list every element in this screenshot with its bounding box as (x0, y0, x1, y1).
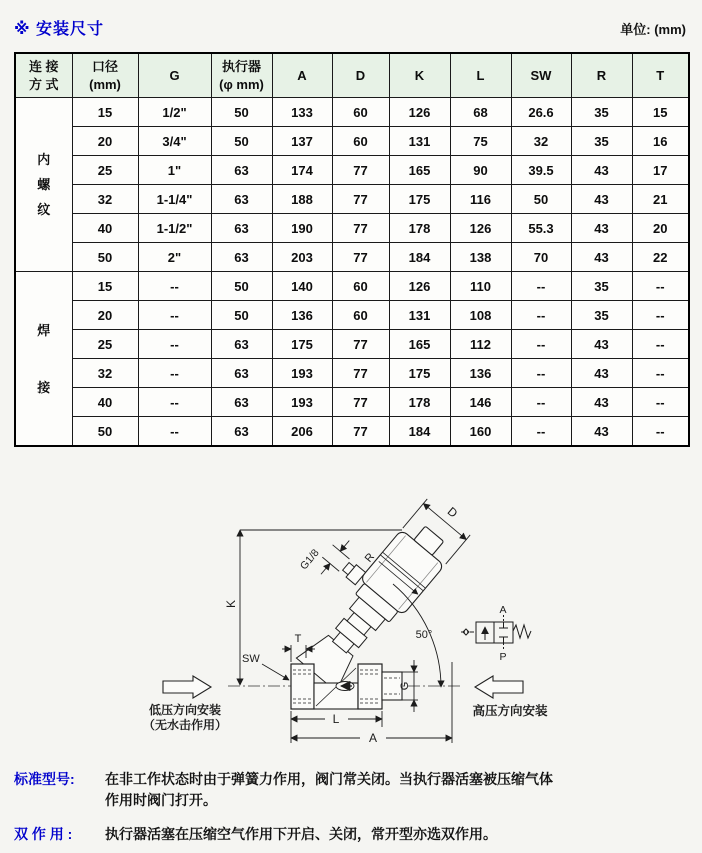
table-cell: -- (632, 301, 689, 330)
table-cell: 39.5 (511, 156, 571, 185)
table-row (15, 243, 689, 272)
table-cell: 55.3 (511, 214, 571, 243)
table-cell: 43 (571, 330, 632, 359)
table-cell: 50 (211, 272, 272, 301)
table-cell: 136 (272, 301, 332, 330)
column-header: A (272, 53, 332, 98)
table-cell: 50 (211, 301, 272, 330)
table-cell: -- (632, 417, 689, 447)
table-cell: 15 (72, 272, 138, 301)
page-title: ※ 安装尺寸 (14, 21, 105, 38)
table-cell: 188 (272, 185, 332, 214)
table-cell: 20 (72, 127, 138, 156)
table-row (15, 272, 689, 301)
column-header: 连 接 方 式 (15, 53, 72, 98)
dim-label-g: G (399, 681, 411, 691)
table-cell: 43 (571, 417, 632, 447)
table-cell: -- (511, 301, 571, 330)
table-cell: 32 (511, 127, 571, 156)
column-header: T (632, 53, 689, 98)
table-cell: 1-1/2" (138, 214, 211, 243)
table-cell: 75 (450, 127, 511, 156)
table-cell: -- (138, 417, 211, 447)
table-cell: 43 (571, 185, 632, 214)
connection-type-cell: 焊 接 (15, 272, 72, 447)
table-cell: 178 (389, 388, 450, 417)
dim-label-t: T (294, 633, 302, 645)
table-cell: 174 (272, 156, 332, 185)
table-cell: 184 (389, 243, 450, 272)
table-cell: 140 (272, 272, 332, 301)
high-pressure-arrow-icon (475, 676, 523, 698)
table-cell: 63 (211, 359, 272, 388)
low-pressure-label: 低压方向安装 (148, 703, 222, 717)
table-cell: 25 (72, 330, 138, 359)
table-cell: 35 (571, 301, 632, 330)
dim-label-r: R (362, 550, 378, 565)
table-row (15, 359, 689, 388)
table-cell: 137 (272, 127, 332, 156)
table-cell: 40 (72, 388, 138, 417)
table-cell: 193 (272, 359, 332, 388)
table-cell: 112 (450, 330, 511, 359)
inlet-nut (291, 664, 314, 709)
table-row (15, 388, 689, 417)
column-header: G (138, 53, 211, 98)
dim-label-g18: G1/8 (297, 547, 322, 573)
table-cell: 160 (450, 417, 511, 447)
table-cell: 43 (571, 214, 632, 243)
table-cell: 43 (571, 243, 632, 272)
table-cell: 20 (72, 301, 138, 330)
table-cell: -- (511, 330, 571, 359)
table-cell: 50 (211, 98, 272, 127)
table-cell: 50 (511, 185, 571, 214)
dim-label-d: D (444, 504, 461, 521)
table-cell: 77 (332, 185, 389, 214)
table-cell: 50 (72, 417, 138, 447)
low-pressure-note: （无水击作用） (142, 718, 228, 732)
table-cell: -- (632, 388, 689, 417)
dimensions-table (14, 52, 690, 447)
table-cell: 116 (450, 185, 511, 214)
table-cell: 3/4" (138, 127, 211, 156)
table-cell: -- (632, 330, 689, 359)
table-cell: -- (138, 301, 211, 330)
column-header: L (450, 53, 511, 98)
dim-label-k: K (224, 599, 238, 609)
table-cell: 60 (332, 127, 389, 156)
table-row (15, 185, 689, 214)
table-cell: 77 (332, 243, 389, 272)
table-cell: 70 (511, 243, 571, 272)
high-pressure-label: 高压方向安装 (472, 704, 548, 718)
table-cell: 17 (632, 156, 689, 185)
table-cell: 110 (450, 272, 511, 301)
low-pressure-arrow-icon (163, 676, 211, 698)
table-cell: -- (511, 417, 571, 447)
note-text (105, 769, 690, 811)
table-cell: 138 (450, 243, 511, 272)
column-header: D (332, 53, 389, 98)
table-cell: 1-1/4" (138, 185, 211, 214)
table-cell: 63 (211, 214, 272, 243)
table-cell: 32 (72, 359, 138, 388)
table-cell: -- (511, 388, 571, 417)
table-row (15, 127, 689, 156)
table-header (15, 53, 689, 98)
table-cell: -- (138, 388, 211, 417)
table-cell: 1" (138, 156, 211, 185)
dim-label-sw: SW (242, 653, 260, 665)
table-cell: 193 (272, 388, 332, 417)
connection-type-cell: 内 螺 纹 (15, 98, 72, 272)
column-header: 口径 (mm) (72, 53, 138, 98)
table-cell: 178 (389, 214, 450, 243)
column-header: 执行器 (φ mm) (211, 53, 272, 98)
table-cell: 35 (571, 98, 632, 127)
table-cell: 63 (211, 330, 272, 359)
note-text (105, 824, 690, 845)
table-cell: 15 (72, 98, 138, 127)
table-cell: 165 (389, 330, 450, 359)
table-cell: 133 (272, 98, 332, 127)
table-cell: 136 (450, 359, 511, 388)
table-cell: 2" (138, 243, 211, 272)
table-cell: 43 (571, 388, 632, 417)
table-cell: 60 (332, 272, 389, 301)
note-line: 执行器活塞在压缩空气作用下开启、关闭，常开型亦选双作用。 (105, 826, 497, 842)
table-cell: 175 (272, 330, 332, 359)
spring-icon (513, 625, 531, 638)
column-header: K (389, 53, 450, 98)
dim-label-a: A (368, 731, 378, 745)
table-cell: 63 (211, 417, 272, 447)
table-cell: 63 (211, 156, 272, 185)
table-cell: 77 (332, 388, 389, 417)
table-cell: 35 (571, 272, 632, 301)
table-cell: 1/2" (138, 98, 211, 127)
table-row (15, 417, 689, 447)
table-cell: 68 (450, 98, 511, 127)
table-cell: 77 (332, 214, 389, 243)
table-cell: 206 (272, 417, 332, 447)
table-cell: 63 (211, 185, 272, 214)
table-cell: 63 (211, 243, 272, 272)
table-row (15, 156, 689, 185)
note-double-acting (14, 824, 690, 845)
table-cell: 126 (450, 214, 511, 243)
table-row (15, 301, 689, 330)
table-cell: -- (138, 330, 211, 359)
table-cell: 50 (211, 127, 272, 156)
column-header: SW (511, 53, 571, 98)
angle-label: 50° (415, 629, 433, 641)
table-cell: 77 (332, 359, 389, 388)
table-cell: -- (632, 272, 689, 301)
table-row (15, 214, 689, 243)
table-cell: 60 (332, 301, 389, 330)
table-cell: -- (138, 272, 211, 301)
table-cell: -- (632, 359, 689, 388)
table-row (15, 330, 689, 359)
table-cell: 16 (632, 127, 689, 156)
note-standard-model (14, 769, 690, 811)
table-cell: 90 (450, 156, 511, 185)
valve-drawing (0, 450, 702, 765)
table-cell: 184 (389, 417, 450, 447)
column-header: R (571, 53, 632, 98)
table-cell: 131 (389, 127, 450, 156)
outlet-nut (358, 664, 382, 709)
table-cell: 22 (632, 243, 689, 272)
table-cell: 32 (72, 185, 138, 214)
table-cell: 146 (450, 388, 511, 417)
table-cell: 77 (332, 417, 389, 447)
table-cell: 21 (632, 185, 689, 214)
table-cell: 77 (332, 156, 389, 185)
table-cell: 126 (389, 98, 450, 127)
note-label: 标准型号: (14, 771, 75, 787)
table-cell: 43 (571, 359, 632, 388)
table-cell: 165 (389, 156, 450, 185)
table-cell: 26.6 (511, 98, 571, 127)
note-line: 在非工作状态时由于弹簧力作用，阀门常关闭。当执行器活塞被压缩气体 (105, 771, 553, 787)
table-cell: 50 (72, 243, 138, 272)
table-cell: 63 (211, 388, 272, 417)
pilot-port-a: A (499, 604, 507, 616)
table-cell: 77 (332, 330, 389, 359)
table-cell: 175 (389, 185, 450, 214)
table-cell: 108 (450, 301, 511, 330)
table-cell: 203 (272, 243, 332, 272)
table-cell: 20 (632, 214, 689, 243)
table-cell: 25 (72, 156, 138, 185)
table-cell: 15 (632, 98, 689, 127)
note-line: 作用时阀门打开。 (105, 792, 217, 808)
table-cell: 131 (389, 301, 450, 330)
table-cell: 126 (389, 272, 450, 301)
dim-label-l: L (332, 712, 340, 726)
table-cell: 40 (72, 214, 138, 243)
table-cell: 43 (571, 156, 632, 185)
unit-label: 单位: (mm) (620, 22, 686, 37)
table-cell: 175 (389, 359, 450, 388)
table-cell: -- (138, 359, 211, 388)
table-cell: 60 (332, 98, 389, 127)
note-label: 双 作 用 : (14, 826, 73, 842)
table-row (15, 98, 689, 127)
actuator-assembly (251, 452, 478, 692)
table-cell: 190 (272, 214, 332, 243)
table-cell: 35 (571, 127, 632, 156)
pneumatic-symbol (461, 615, 531, 650)
table-cell: -- (511, 359, 571, 388)
pilot-port-p: P (499, 651, 507, 663)
table-cell: -- (511, 272, 571, 301)
